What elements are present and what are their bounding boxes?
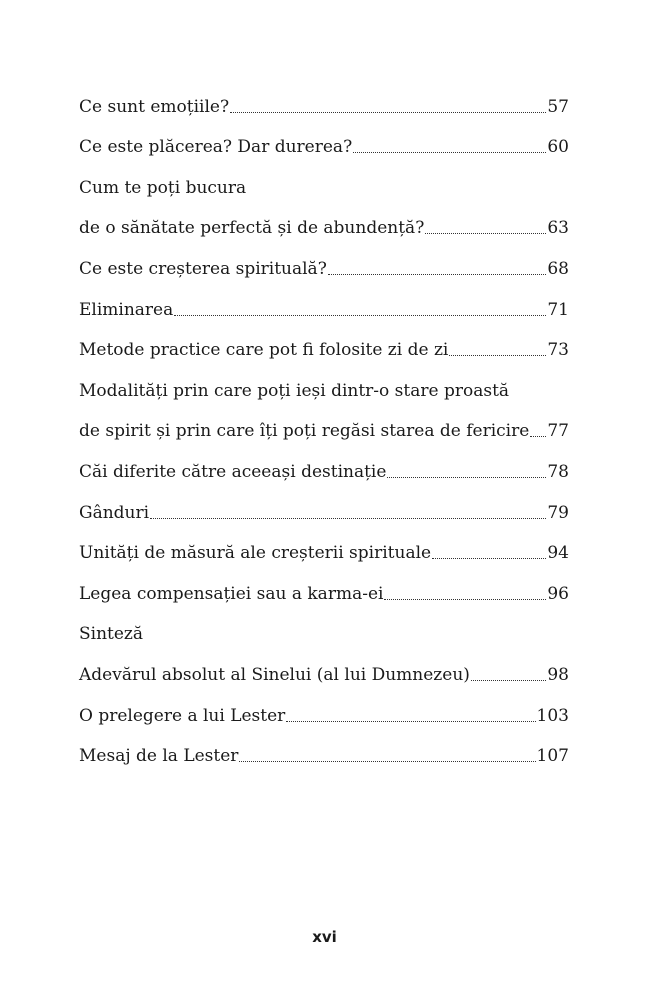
toc-entry-page: 68 (547, 258, 569, 279)
toc-entry-page: 98 (547, 664, 569, 685)
toc-entry (79, 161, 569, 202)
toc-entry-title: Eliminarea (79, 299, 174, 320)
dot-leader (471, 679, 546, 681)
dot-leader (387, 476, 546, 478)
toc-entry-page: 73 (547, 340, 569, 361)
toc-entry (79, 405, 569, 446)
dot-leader (286, 720, 535, 722)
toc-entry-title: Căi diferite către aceeași destinație (79, 461, 387, 482)
dot-leader (150, 517, 546, 519)
toc-entry-page: 78 (547, 461, 569, 482)
dot-leader (530, 435, 546, 437)
toc-entry (79, 689, 569, 730)
toc-entry-title: Adevărul absolut al Sinelui (al lui Dumnezeu) (79, 664, 470, 685)
toc-entry-title: de spirit și prin care îți poți regăsi starea de fericire (79, 421, 530, 442)
toc-entry (79, 324, 569, 365)
toc-entry (79, 202, 569, 243)
toc-entry-page: 103 (536, 705, 569, 726)
toc-entry-title: Metode practice care pot fi folosite zi de zi (79, 340, 449, 361)
toc-entry-page: 79 (547, 502, 569, 523)
toc-entry (79, 283, 569, 324)
page-number: xvi (312, 928, 337, 946)
dot-leader (425, 232, 546, 234)
toc-entry-page: 77 (547, 421, 569, 442)
table-of-contents (79, 80, 569, 770)
toc-entry-page: 60 (547, 137, 569, 158)
dot-leader (230, 111, 546, 113)
toc-entry (79, 527, 569, 568)
toc-entry-title: Ce sunt emoțiile? (79, 96, 230, 117)
toc-entry-page: 71 (547, 299, 569, 320)
toc-entry-title: Sinteză (79, 624, 144, 645)
toc-entry (79, 486, 569, 527)
dot-leader (449, 354, 546, 356)
toc-entry-page: 107 (536, 746, 569, 767)
toc-entry (79, 608, 569, 649)
toc-entry (79, 121, 569, 162)
toc-entry-title: Ce este creșterea spirituală? (79, 258, 327, 279)
toc-entry-title: Gânduri (79, 502, 150, 523)
dot-leader (174, 314, 546, 316)
toc-entry (79, 80, 569, 121)
toc-entry-page: 57 (547, 96, 569, 117)
toc-entry-title: Mesaj de la Lester (79, 746, 239, 767)
dot-leader (353, 151, 546, 153)
dot-leader (239, 760, 535, 762)
toc-entry-title: Cum te poți bucura (79, 177, 247, 198)
toc-entry (79, 730, 569, 771)
toc-entry-title: de o sănătate perfectă și de abundență? (79, 218, 425, 239)
toc-entry (79, 648, 569, 689)
toc-entry-title: Unități de măsură ale creșterii spirituale (79, 543, 432, 564)
toc-entry (79, 567, 569, 608)
toc-entry-title: Legea compensației sau a karma-ei (79, 583, 384, 604)
toc-entry-page: 96 (547, 583, 569, 604)
dot-leader (328, 273, 547, 275)
toc-entry-page: 63 (547, 218, 569, 239)
toc-entry (79, 242, 569, 283)
toc-entry (79, 364, 569, 405)
toc-entry-title: Modalități prin care poți ieși dintr-o stare proastă (79, 380, 510, 401)
dot-leader (432, 557, 546, 559)
toc-entry-page: 94 (547, 543, 569, 564)
toc-entry-title: Ce este plăcerea? Dar durerea? (79, 137, 353, 158)
toc-entry (79, 445, 569, 486)
dot-leader (384, 598, 546, 600)
toc-entry-title: O prelegere a lui Lester (79, 705, 286, 726)
